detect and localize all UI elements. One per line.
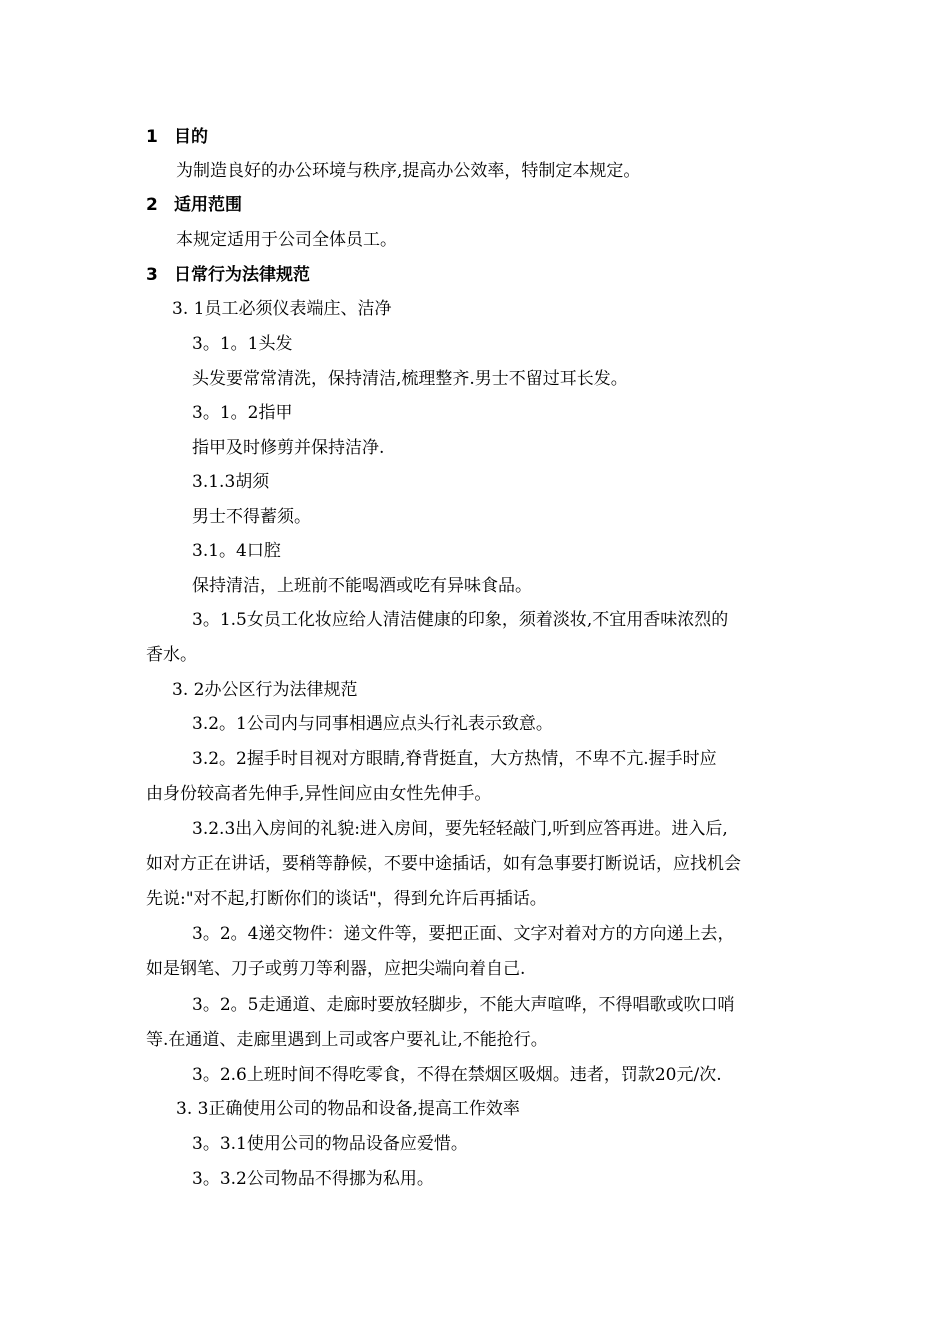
section-title: 目的: [174, 127, 208, 147]
item-3-2-5-line-2: 等.在通道、走廊里遇到上司或客户要礼让,不能抢行。: [146, 1030, 548, 1050]
section-number: 3: [146, 265, 158, 285]
section-number: 2: [146, 195, 158, 215]
item-3-2-4-line-2: 如是钢笔、刀子或剪刀等利器，应把尖端向着自己.: [146, 959, 526, 979]
item-title-3-1-1: 3。1。1头发: [192, 334, 293, 354]
section-heading-1: [146, 126, 208, 148]
section-title: 日常行为法律规范: [174, 265, 310, 285]
item-body-3-1-1: 头发要常常清洗，保持清洁,梳理整齐.男士不留过耳长发。: [192, 369, 628, 389]
item-3-2-3-line-1: 3.2.3出入房间的礼貌:进入房间，要先轻轻敲门,听到应答再进。进入后,: [192, 819, 728, 839]
section-heading-2: [146, 194, 242, 216]
item-3-1-5-line-2: 香水。: [146, 645, 197, 665]
item-title-3-1-3: 3.1.3胡须: [192, 472, 270, 492]
item-3-2-2-line-2: 由身份较高者先伸手,异性间应由女性先伸手。: [146, 784, 492, 804]
item-3-2-3-line-2: 如对方正在讲话，要稍等静候，不要中途插话，如有急事要打断说话，应找机会: [146, 854, 741, 874]
item-3-2-1: 3.2。1公司内与同事相遇应点头行礼表示致意。: [192, 714, 553, 734]
subsection-title-3-1: 3. 1员工必须仪表端庄、洁净: [172, 299, 392, 319]
item-body-3-1-4: 保持清洁，上班前不能喝酒或吃有异味食品。: [192, 576, 532, 596]
paragraph: 本规定适用于公司全体员工。: [176, 230, 397, 250]
item-3-3-2: 3。3.2公司物品不得挪为私用。: [192, 1169, 434, 1189]
section-title: 适用范围: [174, 195, 242, 215]
paragraph: 为制造良好的办公环境与秩序,提高办公效率，特制定本规定。: [176, 161, 641, 181]
item-3-2-6: 3。2.6上班时间不得吃零食，不得在禁烟区吸烟。违者，罚款20元/次.: [192, 1065, 722, 1085]
subsection-title-3-2: 3. 2办公区行为法律规范: [172, 680, 358, 700]
item-3-1-5-line-1: 3。1.5女员工化妆应给人清洁健康的印象，须着淡妆,不宜用香味浓烈的: [192, 610, 729, 630]
subsection-title-3-3: 3. 3正确使用公司的物品和设备,提高工作效率: [176, 1099, 520, 1119]
item-3-3-1: 3。3.1使用公司的物品设备应爱惜。: [192, 1134, 468, 1154]
item-body-3-1-3: 男士不得蓄须。: [192, 507, 311, 527]
item-3-2-2-line-1: 3.2。2握手时目视对方眼睛,脊背挺直，大方热情，不卑不亢.握手时应: [192, 749, 717, 769]
section-heading-3: [146, 264, 310, 286]
item-3-2-3-line-3: 先说:"对不起,打断你们的谈话"，得到允许后再插话。: [146, 889, 547, 909]
item-title-3-1-2: 3。1。2指甲: [192, 403, 293, 423]
item-title-3-1-4: 3.1。4口腔: [192, 541, 281, 561]
item-body-3-1-2: 指甲及时修剪并保持洁净.: [192, 438, 385, 458]
item-3-2-5-line-1: 3。2。5走通道、走廊时要放轻脚步，不能大声喧哗，不得唱歌或吹口哨: [192, 995, 735, 1015]
item-3-2-4-line-1: 3。2。4递交物件：递文件等，要把正面、文字对着对方的方向递上去，: [192, 924, 735, 944]
section-number: 1: [146, 127, 158, 147]
